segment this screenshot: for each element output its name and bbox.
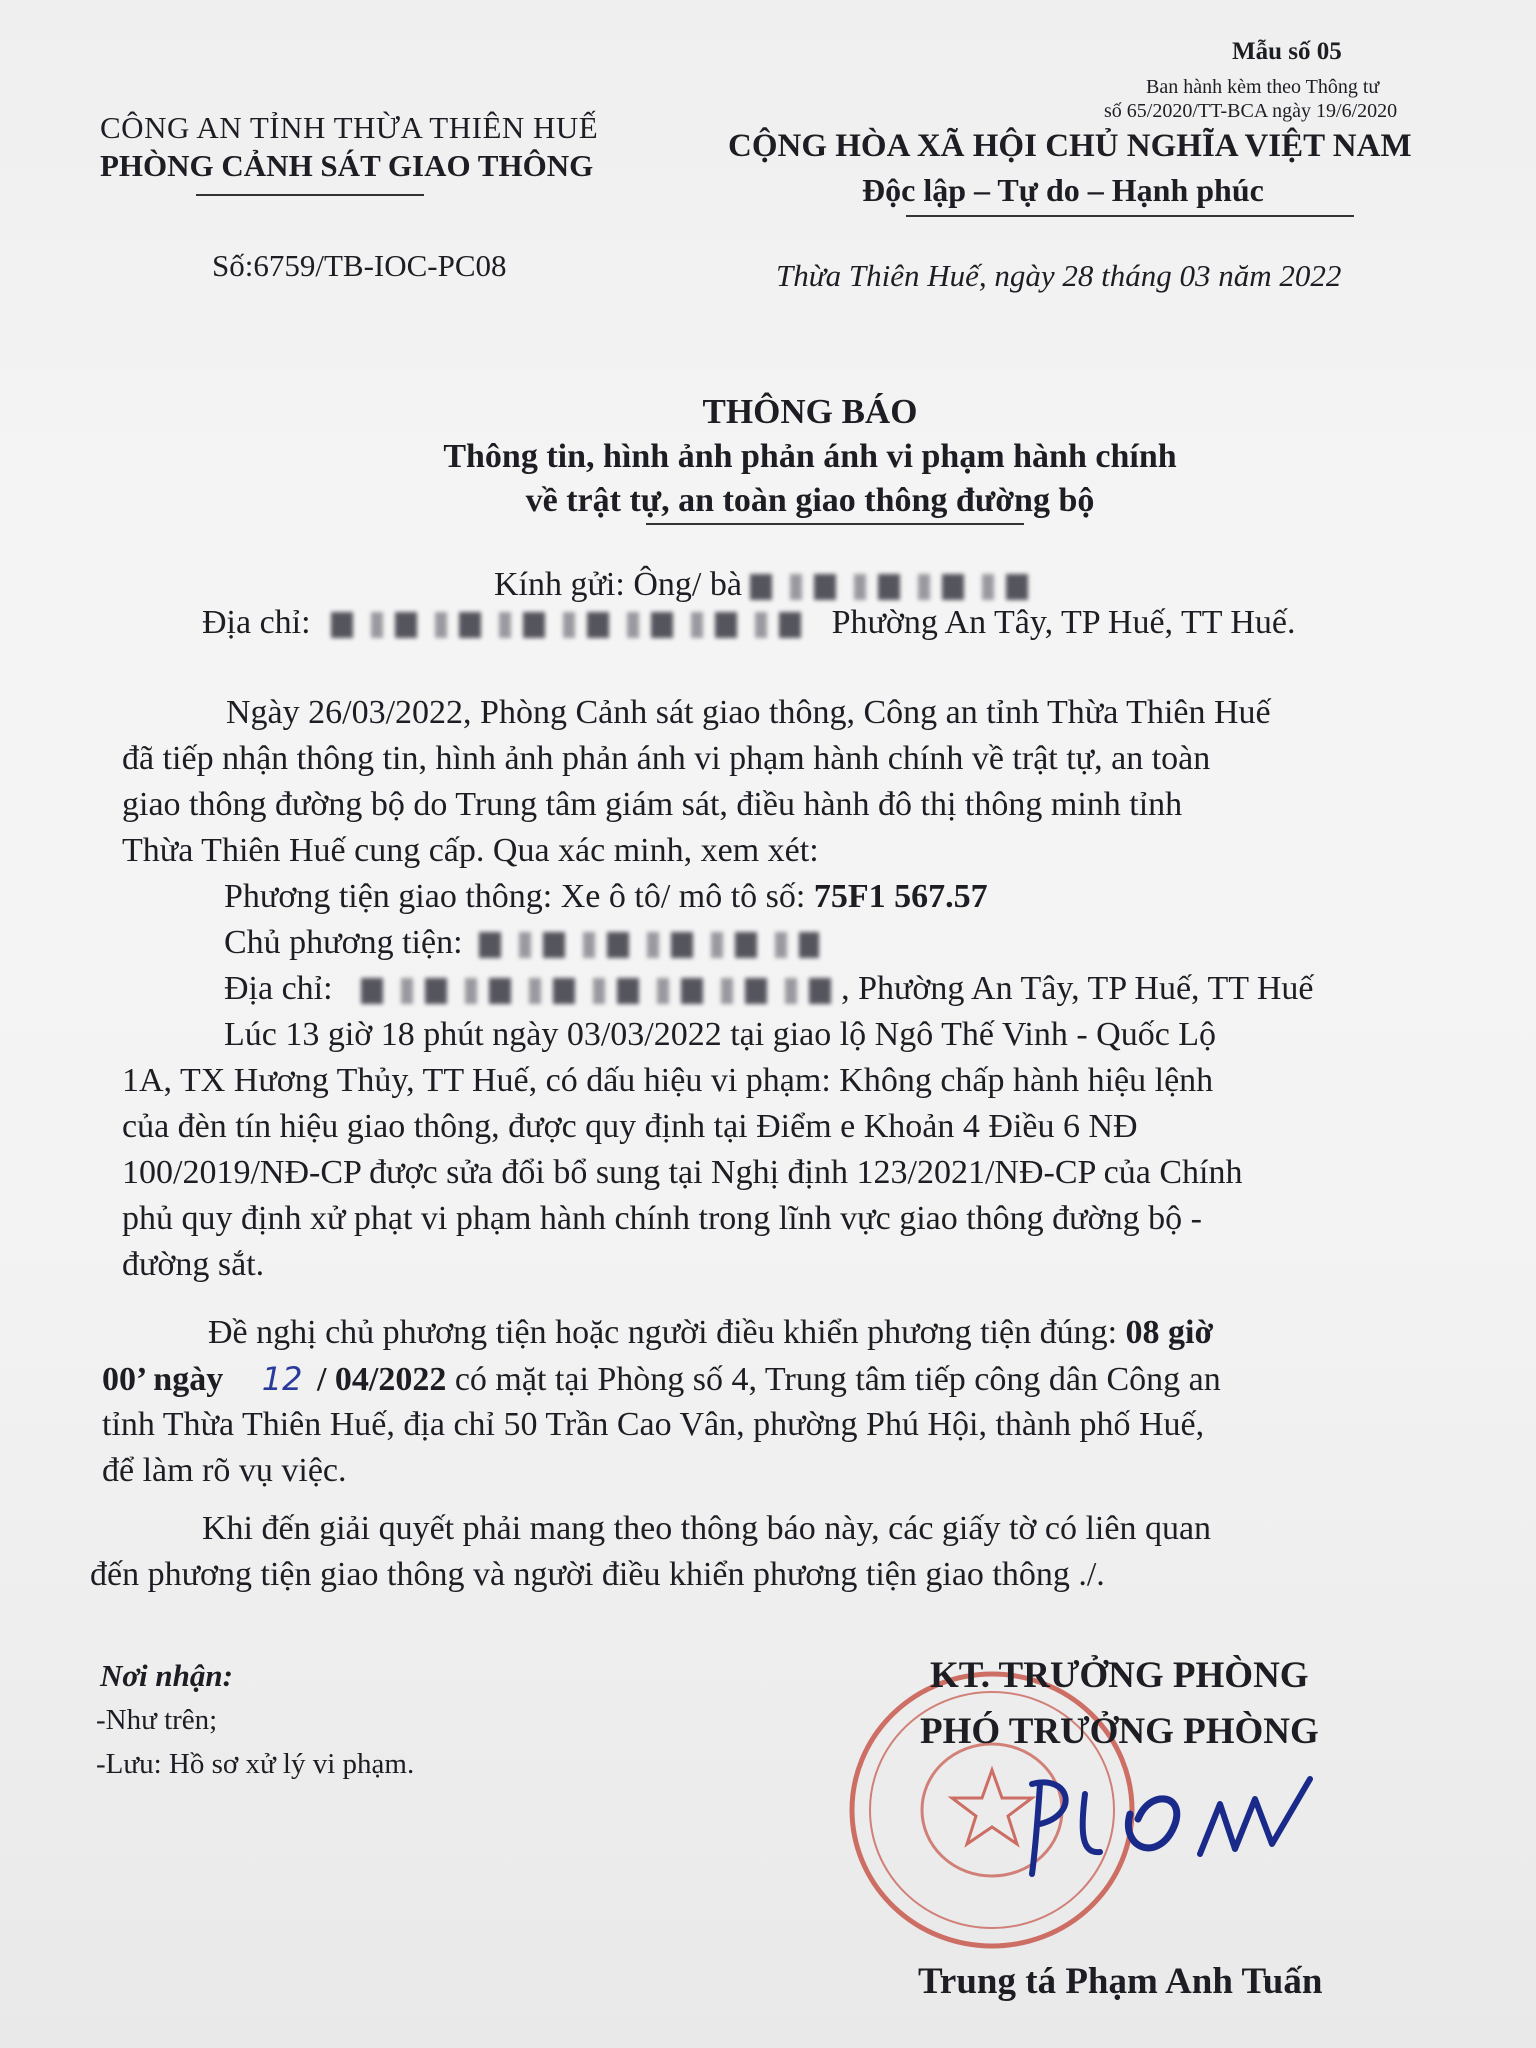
signature-title-line2: PHÓ TRƯỞNG PHÒNG [920,1711,1319,1752]
body-line: Ngày 26/03/2022, Phòng Cảnh sát giao thông, Công an tỉnh Thừa Thiên Huế [226,694,1271,731]
redacted-name [750,574,1040,600]
handwritten-signature-icon [1010,1764,1330,1894]
recipients-title: Nơi nhận: [100,1658,233,1693]
redacted-owner-address [361,978,841,1004]
appointment-request: Đề nghị chủ phương tiện hoặc người điều khiển phương tiện đúng: [208,1314,1118,1351]
form-circular-ref: số 65/2020/TT-BCA ngày 19/6/2020 [1104,100,1398,122]
owner-address-label: Địa chỉ: [224,970,333,1007]
redacted-owner [479,932,819,958]
recipients-item: -Như trên; [96,1704,218,1736]
body-line: Khi đến giải quyết phải mang theo thông báo này, các giấy tờ có liên quan [202,1510,1212,1547]
body-line: 1A, TX Hương Thủy, TT Huế, có dấu hiệu vi phạm: Không chấp hành hiệu lệnh [122,1062,1214,1099]
body-line [208,1314,1213,1352]
vehicle-line [224,878,988,916]
body-line: Thừa Thiên Huế cung cấp. Qua xác minh, xem xét: [122,832,819,869]
redacted-address [331,612,811,638]
department-name: PHÒNG CẢNH SÁT GIAO THÔNG [100,148,594,183]
appointment-month-year: / 04/2022 [316,1361,447,1398]
nation-heading: CỘNG HÒA XÃ HỘI CHỦ NGHĨA VIỆT NAM [728,128,1412,164]
vehicle-plate: 75F1 567.57 [813,878,988,915]
appointment-day-handwritten: 12 [261,1360,303,1398]
recipient-address-line [202,604,1296,642]
appointment-minute: 00’ ngày [102,1361,224,1398]
appointment-hour: 08 giờ [1125,1314,1214,1351]
owner-line [224,924,819,962]
body-line: giao thông đường bộ do Trung tâm giám sát, điều hành đô thị thông minh tỉnh [122,786,1183,823]
signature-title-line1: KT. TRƯỞNG PHÒNG [930,1655,1309,1696]
form-issued-note: Ban hành kèm theo Thông tư [1146,76,1380,98]
form-number: Mẫu số 05 [1232,38,1342,65]
body-line: Lúc 13 giờ 18 phút ngày 03/03/2022 tại giao lộ Ngô Thế Vinh - Quốc Lộ [224,1016,1217,1053]
document-title: THÔNG BÁO [702,392,918,431]
header-left-divider [196,194,424,196]
owner-label: Chủ phương tiện: [224,924,463,961]
body-line: đến phương tiện giao thông và người điều khiển phương tiện giao thông ./. [90,1556,1105,1593]
title-divider [646,523,1024,525]
owner-address-line [224,970,1314,1008]
recipients-item: -Lưu: Hồ sơ xử lý vi phạm. [96,1748,415,1780]
body-line: đã tiếp nhận thông tin, hình ảnh phản ánh vi phạm hành chính về trật tự, an toàn [122,740,1211,777]
recipient-greeting: Kính gửi: Ông/ bà [494,566,742,603]
document-number: Số:6759/TB-IOC-PC08 [212,248,507,283]
header-right-divider [906,215,1354,217]
recipient-address-tail: Phường An Tây, TP Huế, TT Huế. [831,604,1296,641]
body-line: đường sắt. [122,1246,265,1283]
document-subtitle-line2: về trật tự, an toàn giao thông đường bộ [525,482,1095,519]
owner-address-tail: , Phường An Tây, TP Huế, TT Huế [841,970,1314,1007]
body-line: của đèn tín hiệu giao thông, được quy định tại Điểm e Khoản 4 Điều 6 NĐ [122,1108,1138,1145]
national-motto: Độc lập – Tự do – Hạnh phúc [862,172,1264,208]
document-subtitle-line1: Thông tin, hình ảnh phản ánh vi phạm hành chính [443,438,1177,475]
recipient-line [494,566,1040,604]
body-line: để làm rõ vụ việc. [102,1452,347,1489]
vehicle-label: Phương tiện giao thông: Xe ô tô/ mô tô số: [224,878,806,915]
body-line: phủ quy định xử phạt vi phạm hành chính trong lĩnh vực giao thông đường bộ - [122,1200,1202,1237]
signer-name: Trung tá Phạm Anh Tuấn [918,1961,1323,2002]
dateline: Thừa Thiên Huế, ngày 28 tháng 03 năm 2022 [776,258,1342,293]
body-line: tỉnh Thừa Thiên Huế, địa chỉ 50 Trần Cao Vân, phường Phú Hội, thành phố Huế, [102,1406,1205,1443]
agency-name: CÔNG AN TỈNH THỪA THIÊN HUẾ [100,110,599,145]
recipient-address-label: Địa chỉ: [202,604,311,641]
appointment-location: có mặt tại Phòng số 4, Trung tâm tiếp công dân Công an [454,1361,1221,1398]
body-line: 100/2019/NĐ-CP được sửa đổi bổ sung tại Nghị định 123/2021/NĐ-CP của Chính [122,1154,1243,1191]
appointment-line [102,1360,1221,1399]
